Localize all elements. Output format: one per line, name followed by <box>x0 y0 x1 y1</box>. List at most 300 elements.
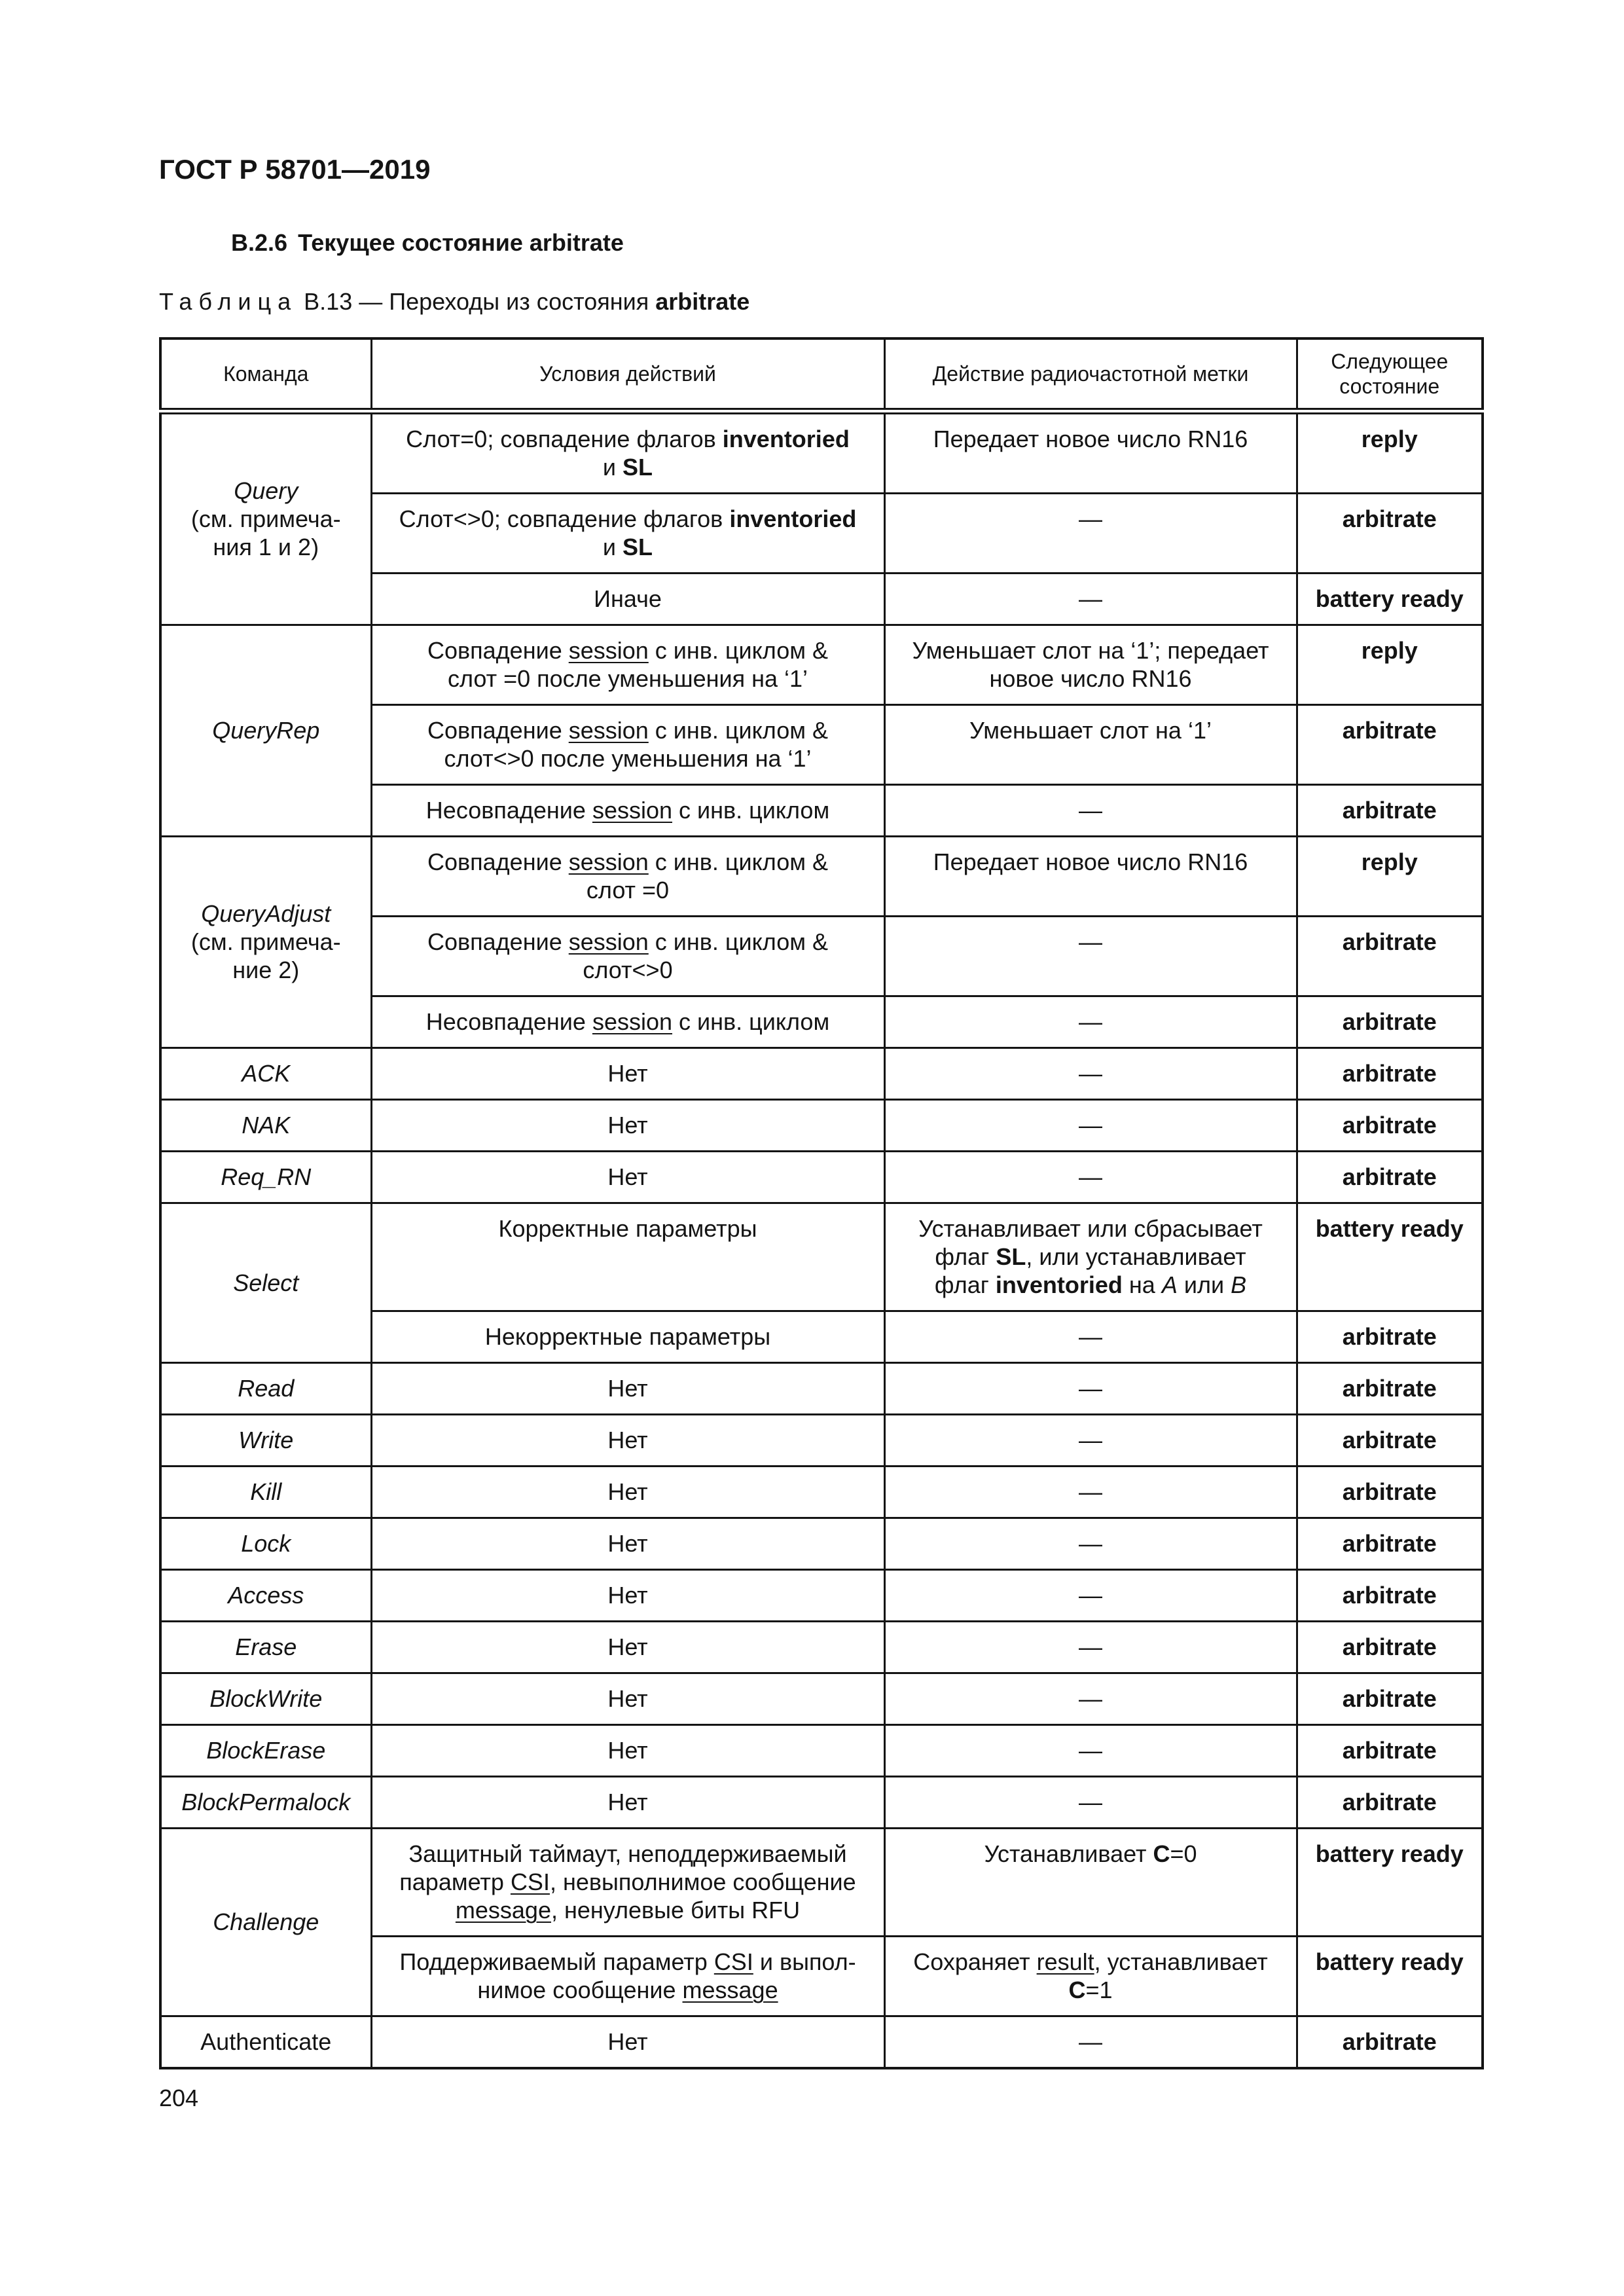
text-segment: , ненулевые биты RFU <box>550 1897 801 1923</box>
text-segment: arbitrate <box>1342 2028 1437 2055</box>
action-line <box>892 716 1290 744</box>
next-state-cell <box>1297 2016 1483 2069</box>
command-cell <box>160 411 371 625</box>
action-cell <box>884 705 1297 785</box>
action-line <box>892 1008 1290 1036</box>
next-state-cell <box>1297 917 1483 996</box>
text-segment: слот =0 <box>586 877 670 903</box>
bold-term: inventoried <box>995 1271 1123 1298</box>
text-segment: Нет <box>607 1737 648 1764</box>
text-segment: battery ready <box>1315 1948 1464 1975</box>
action-line <box>892 1059 1290 1087</box>
command-cell <box>160 1570 371 1622</box>
next-state-line <box>1305 716 1475 744</box>
condition-cell <box>371 494 884 574</box>
text-segment: — <box>1079 505 1102 532</box>
condition-line <box>379 1374 877 1402</box>
action-line <box>892 1478 1290 1506</box>
condition-line <box>379 848 877 876</box>
condition-cell <box>371 1152 884 1203</box>
next-state-line <box>1305 636 1475 665</box>
text-segment: arbitrate <box>1342 1737 1437 1764</box>
text-segment: =0 <box>1170 1840 1197 1867</box>
action-cell <box>884 1622 1297 1673</box>
next-state-line <box>1305 928 1475 956</box>
next-state-line <box>1305 1685 1475 1713</box>
text-segment: с инв. циклом & <box>648 848 828 875</box>
header-condition-line: Условия действий <box>539 362 716 386</box>
table-row <box>160 1570 1483 1622</box>
text-segment: arbitrate <box>1342 1008 1437 1035</box>
condition-line <box>379 1868 877 1896</box>
text-segment: с инв. циклом & <box>648 928 828 955</box>
text-segment: — <box>1079 1685 1102 1712</box>
action-cell <box>884 1415 1297 1467</box>
italic-term: QueryAdjust <box>201 900 331 927</box>
text-segment: Нет <box>607 1478 648 1505</box>
condition-line <box>379 2028 877 2056</box>
action-line <box>892 1374 1290 1402</box>
text-segment: arbitrate <box>1342 1375 1437 1402</box>
next-state-cell <box>1297 1829 1483 1937</box>
text-segment: — <box>1079 1427 1102 1453</box>
action-line <box>892 505 1290 533</box>
condition-line <box>379 1163 877 1191</box>
condition-line <box>379 1322 877 1351</box>
condition-line <box>379 1840 877 1868</box>
command-line <box>168 505 364 533</box>
action-line <box>892 796 1290 824</box>
command-line <box>168 1736 364 1764</box>
next-state-cell <box>1297 785 1483 837</box>
bold-term: inventoried <box>729 505 857 532</box>
next-state-cell <box>1297 1937 1483 2016</box>
condition-line <box>379 744 877 773</box>
next-state-line <box>1305 1581 1475 1609</box>
table-row <box>160 2016 1483 2069</box>
text-segment: arbitrate <box>1342 1323 1437 1350</box>
text-segment: флаг <box>935 1243 996 1270</box>
text-segment: — <box>1079 1582 1102 1609</box>
text-segment: — <box>1079 1112 1102 1139</box>
header-next-state-line: состояние <box>1339 374 1440 398</box>
action-cell <box>884 837 1297 917</box>
next-state-line <box>1305 1840 1475 1868</box>
condition-cell <box>371 917 884 996</box>
table-row <box>160 625 1483 705</box>
condition-cell <box>371 1570 884 1622</box>
condition-line <box>379 1008 877 1036</box>
italic-term: Select <box>233 1269 299 1296</box>
text-segment: с инв. циклом <box>672 797 830 824</box>
condition-line <box>379 1529 877 1558</box>
condition-cell <box>371 837 884 917</box>
next-state-line <box>1305 585 1475 613</box>
action-cell <box>884 1363 1297 1415</box>
next-state-line <box>1305 796 1475 824</box>
condition-line <box>379 1633 877 1661</box>
table-row <box>160 411 1483 494</box>
action-cell <box>884 917 1297 996</box>
section-heading <box>231 228 624 258</box>
action-line <box>892 928 1290 956</box>
text-segment: , невыполнимое сообщение <box>549 1868 856 1895</box>
command-cell <box>160 1829 371 2016</box>
condition-cell <box>371 1415 884 1467</box>
condition-line <box>379 1426 877 1454</box>
next-state-cell <box>1297 996 1483 1048</box>
action-line <box>892 1633 1290 1661</box>
action-cell <box>884 1829 1297 1937</box>
next-state-cell <box>1297 1673 1483 1725</box>
standard-designation: ГОСТ Р 58701—2019 <box>159 154 431 185</box>
action-line <box>892 585 1290 613</box>
command-line <box>168 1111 364 1139</box>
section-state: arbitrate <box>529 229 624 256</box>
condition-cell <box>371 1829 884 1937</box>
text-segment: arbitrate <box>1342 1685 1437 1712</box>
condition-line <box>379 665 877 693</box>
text-segment: с инв. циклом <box>672 1008 830 1035</box>
command-cell <box>160 1048 371 1100</box>
italic-term: ACK <box>242 1060 291 1087</box>
action-line <box>892 636 1290 665</box>
text-segment: Нет <box>607 1375 648 1402</box>
text-segment: — <box>1079 1323 1102 1350</box>
italic-term: Lock <box>241 1530 291 1557</box>
header-next-state-line: Следующее <box>1331 350 1449 373</box>
action-cell <box>884 1048 1297 1100</box>
command-cell <box>160 1467 371 1518</box>
text-segment: Иначе <box>594 585 662 612</box>
underlined-term: session <box>568 848 649 875</box>
condition-cell <box>371 1203 884 1311</box>
command-line <box>168 2028 364 2056</box>
text-segment: флаг <box>934 1271 996 1298</box>
action-line <box>892 1581 1290 1609</box>
condition-cell <box>371 1622 884 1673</box>
text-segment: слот<>0 после уменьшения на ‘1’ <box>444 745 812 772</box>
command-cell <box>160 1518 371 1570</box>
action-cell <box>884 785 1297 837</box>
action-cell <box>884 1673 1297 1725</box>
command-cell <box>160 625 371 837</box>
text-segment: — <box>1079 2028 1102 2055</box>
next-state-cell <box>1297 1467 1483 1518</box>
command-line <box>168 900 364 928</box>
text-segment: Нет <box>607 1582 648 1609</box>
next-state-cell <box>1297 1725 1483 1777</box>
caption-label: Таблица <box>159 288 298 315</box>
next-state-cell <box>1297 1777 1483 1829</box>
command-line <box>168 956 364 984</box>
italic-term: QueryRep <box>212 717 320 744</box>
next-state-line <box>1305 1529 1475 1558</box>
condition-line <box>379 1059 877 1087</box>
condition-line <box>379 1896 877 1924</box>
action-cell <box>884 411 1297 494</box>
text-segment: Совпадение <box>427 848 569 875</box>
table-row <box>160 1673 1483 1725</box>
next-state-line <box>1305 1111 1475 1139</box>
bold-term: C <box>1153 1840 1170 1867</box>
table-row <box>160 1622 1483 1673</box>
next-state-line <box>1305 1322 1475 1351</box>
italic-term: Req_RN <box>221 1163 312 1190</box>
text-segment: arbitrate <box>1342 1163 1437 1190</box>
condition-cell <box>371 625 884 705</box>
command-cell <box>160 1622 371 1673</box>
underlined-term: CSI <box>510 1868 550 1895</box>
underlined-term: session <box>568 717 649 744</box>
text-segment: battery ready <box>1315 585 1464 612</box>
text-segment: Нет <box>607 2028 648 2055</box>
text-segment: Уменьшает слот на ‘1’; передает <box>912 637 1269 664</box>
action-cell <box>884 574 1297 625</box>
underlined-term: message <box>682 1977 778 2003</box>
text-segment: — <box>1079 1530 1102 1557</box>
action-cell <box>884 1937 1297 2016</box>
action-cell <box>884 996 1297 1048</box>
condition-cell <box>371 411 884 494</box>
command-line <box>168 1426 364 1454</box>
header-next-state <box>1297 338 1483 411</box>
condition-line <box>379 1685 877 1713</box>
next-state-line <box>1305 848 1475 876</box>
header-command <box>160 338 371 411</box>
underlined-term: message <box>455 1897 551 1923</box>
condition-cell <box>371 996 884 1048</box>
next-state-cell <box>1297 1415 1483 1467</box>
condition-cell <box>371 1777 884 1829</box>
condition-line <box>379 1788 877 1816</box>
underlined-term: session <box>568 637 649 664</box>
table-row <box>160 1777 1483 1829</box>
command-cell <box>160 1100 371 1152</box>
text-segment: , устанавливает <box>1094 1948 1268 1975</box>
transitions-table-body <box>160 411 1483 2068</box>
next-state-line <box>1305 1788 1475 1816</box>
underlined-term: session <box>592 797 672 824</box>
text-segment: — <box>1079 585 1102 612</box>
condition-line <box>379 1948 877 1976</box>
caption-state: arbitrate <box>655 288 750 315</box>
table-row <box>160 1829 1483 1937</box>
text-segment: reply <box>1361 848 1418 875</box>
text-segment: Сохраняет <box>913 1948 1037 1975</box>
command-cell <box>160 1203 371 1363</box>
text-segment: — <box>1079 1789 1102 1815</box>
header-command-line: Команда <box>223 362 309 386</box>
italic-term: Access <box>228 1582 304 1609</box>
table-caption <box>159 287 749 317</box>
table-row <box>160 1467 1483 1518</box>
text-segment: — <box>1079 928 1102 955</box>
text-segment: на <box>1122 1271 1162 1298</box>
text-segment: Несовпадение <box>425 797 592 824</box>
action-cell <box>884 1100 1297 1152</box>
italic-term: B <box>1231 1271 1247 1298</box>
action-line <box>892 1111 1290 1139</box>
table-row <box>160 1152 1483 1203</box>
command-cell <box>160 1363 371 1415</box>
text-segment: arbitrate <box>1342 1112 1437 1139</box>
table-head <box>160 338 1483 411</box>
italic-term: NAK <box>242 1112 291 1139</box>
action-line <box>892 1685 1290 1713</box>
text-segment: Нет <box>607 1530 648 1557</box>
text-segment: — <box>1079 1633 1102 1660</box>
table-row <box>160 837 1483 917</box>
command-line <box>168 1374 364 1402</box>
bold-term: SL <box>623 534 653 560</box>
italic-term: BlockWrite <box>209 1685 323 1712</box>
command-line <box>168 1685 364 1713</box>
page-number: 204 <box>159 2085 199 2111</box>
underlined-term: result <box>1036 1948 1094 1975</box>
next-state-line <box>1305 1163 1475 1191</box>
action-line <box>892 1948 1290 1976</box>
section-title: Текущее состояние <box>298 229 523 256</box>
condition-line <box>379 716 877 744</box>
command-line <box>168 1633 364 1661</box>
text-segment: arbitrate <box>1342 1478 1437 1505</box>
condition-cell <box>371 705 884 785</box>
condition-cell <box>371 1518 884 1570</box>
next-state-cell <box>1297 1363 1483 1415</box>
condition-line <box>379 585 877 613</box>
text-segment: arbitrate <box>1342 1633 1437 1660</box>
underlined-term: session <box>592 1008 672 1035</box>
text-segment: ние 2) <box>232 957 300 983</box>
text-segment: Нет <box>607 1060 648 1087</box>
action-cell <box>884 494 1297 574</box>
text-segment: Совпадение <box>427 717 569 744</box>
command-cell <box>160 1777 371 1829</box>
condition-line <box>379 453 877 481</box>
text-segment: Уменьшает слот на ‘1’ <box>969 717 1212 744</box>
action-line <box>892 1426 1290 1454</box>
text-segment: Нет <box>607 1112 648 1139</box>
text-segment: и <box>602 534 623 560</box>
command-cell <box>160 1725 371 1777</box>
text-segment: ния 1 и 2) <box>213 534 319 560</box>
next-state-cell <box>1297 1622 1483 1673</box>
condition-line <box>379 533 877 561</box>
action-cell <box>884 1777 1297 1829</box>
text-segment: Защитный таймаут, неподдерживаемый <box>408 1840 847 1867</box>
condition-cell <box>371 1673 884 1725</box>
action-cell <box>884 1311 1297 1363</box>
next-state-line <box>1305 1214 1475 1243</box>
text-segment: Совпадение <box>427 928 569 955</box>
table-row <box>160 1048 1483 1100</box>
text-segment: arbitrate <box>1342 1789 1437 1815</box>
condition-cell <box>371 1048 884 1100</box>
text-segment: — <box>1079 1008 1102 1035</box>
text-segment: arbitrate <box>1342 505 1437 532</box>
italic-term: Erase <box>235 1633 297 1660</box>
bold-term: inventoried <box>722 426 850 452</box>
text-segment: arbitrate <box>1342 928 1437 955</box>
bold-term: SL <box>996 1243 1026 1270</box>
action-cell <box>884 1203 1297 1311</box>
action-line <box>892 425 1290 453</box>
text-segment: или <box>1177 1271 1231 1298</box>
next-state-cell <box>1297 625 1483 705</box>
next-state-cell <box>1297 494 1483 574</box>
condition-cell <box>371 785 884 837</box>
condition-line <box>379 1478 877 1506</box>
text-segment: reply <box>1361 637 1418 664</box>
action-cell <box>884 1518 1297 1570</box>
next-state-line <box>1305 2028 1475 2056</box>
next-state-cell <box>1297 1152 1483 1203</box>
command-cell <box>160 1152 371 1203</box>
caption-text: Переходы из состояния <box>389 288 649 315</box>
action-line <box>892 2028 1290 2056</box>
command-line <box>168 1788 364 1816</box>
text-segment: — <box>1079 1375 1102 1402</box>
text-segment: Authenticate <box>200 2028 332 2055</box>
text-segment: с инв. циклом & <box>648 717 828 744</box>
text-segment: Нет <box>607 1633 648 1660</box>
text-segment: и <box>602 454 623 481</box>
text-segment: Нет <box>607 1427 648 1453</box>
command-line <box>168 1478 364 1506</box>
text-segment: Нет <box>607 1789 648 1815</box>
text-segment: Устанавливает или сбрасывает <box>918 1215 1263 1242</box>
italic-term: Kill <box>250 1478 282 1505</box>
next-state-line <box>1305 1426 1475 1454</box>
next-state-line <box>1305 505 1475 533</box>
next-state-line <box>1305 1948 1475 1976</box>
italic-term: A <box>1161 1271 1178 1298</box>
text-segment: arbitrate <box>1342 717 1437 744</box>
condition-cell <box>371 1725 884 1777</box>
next-state-line <box>1305 1633 1475 1661</box>
condition-line <box>379 876 877 904</box>
table-row <box>160 1518 1483 1570</box>
condition-line <box>379 796 877 824</box>
text-segment: arbitrate <box>1342 1060 1437 1087</box>
command-line <box>168 928 364 956</box>
bold-term: SL <box>623 454 653 481</box>
action-cell <box>884 1570 1297 1622</box>
condition-cell <box>371 1100 884 1152</box>
italic-term: Challenge <box>213 1908 319 1935</box>
bold-term: C <box>1068 1977 1086 2003</box>
condition-line <box>379 636 877 665</box>
action-line <box>892 1736 1290 1764</box>
action-cell <box>884 625 1297 705</box>
condition-line <box>379 425 877 453</box>
next-state-cell <box>1297 574 1483 625</box>
action-line <box>892 848 1290 876</box>
text-segment: — <box>1079 1478 1102 1505</box>
italic-term: BlockErase <box>206 1737 326 1764</box>
text-segment: Слот=0; совпадение флагов <box>406 426 723 452</box>
caption-dash: — <box>359 288 383 315</box>
italic-term: Query <box>234 477 298 504</box>
table-row <box>160 1100 1483 1152</box>
text-segment: arbitrate <box>1342 1582 1437 1609</box>
condition-line <box>379 1736 877 1764</box>
table-row <box>160 1203 1483 1311</box>
next-state-cell <box>1297 1518 1483 1570</box>
text-segment: Передает новое число RN16 <box>933 426 1248 452</box>
command-line <box>168 716 364 744</box>
